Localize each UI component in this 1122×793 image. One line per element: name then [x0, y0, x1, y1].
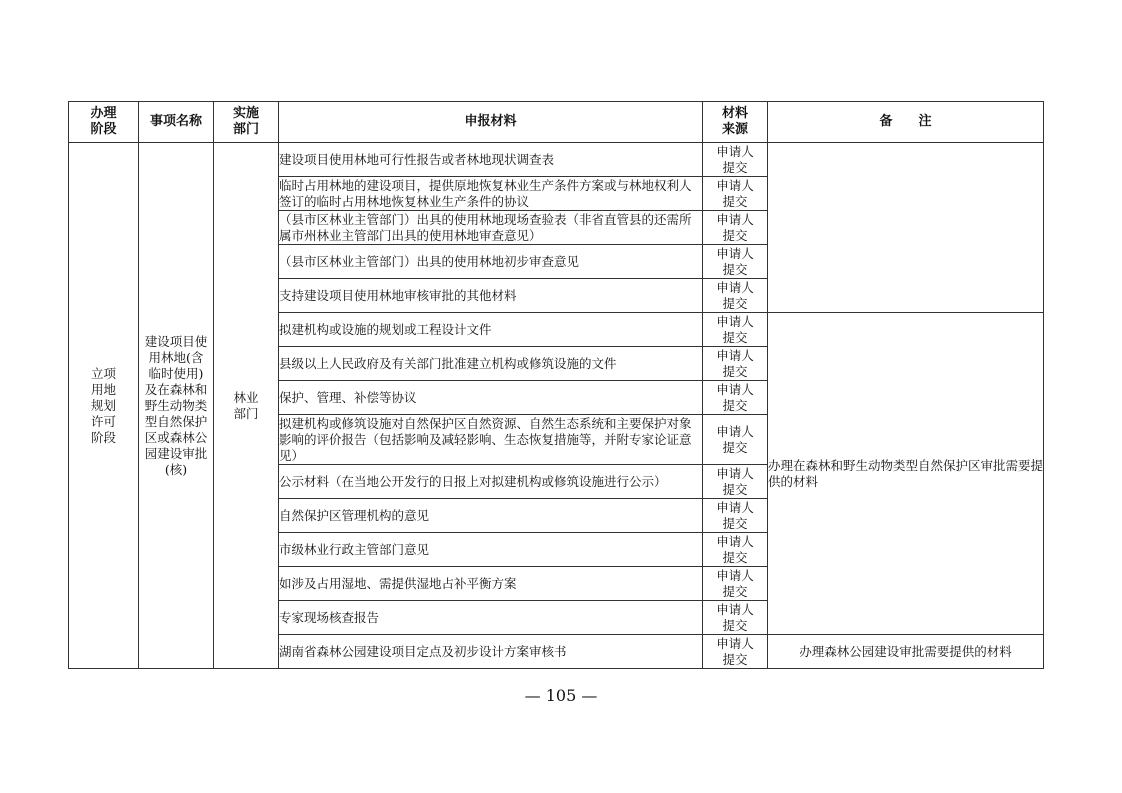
material-cell: 专家现场核查报告 [279, 601, 703, 635]
material-cell: 市级林业行政主管部门意见 [279, 533, 703, 567]
header-remarks: 备 注 [768, 102, 1044, 143]
source-cell: 申请人提交 [703, 143, 768, 177]
source-cell: 申请人提交 [703, 313, 768, 347]
stage-cell: 立项用地规划许可阶段 [69, 143, 139, 669]
remarks-nature-reserve: 办理在森林和野生动物类型自然保护区审批需要提供的材料 [768, 313, 1044, 635]
materials-table [68, 101, 1044, 669]
source-cell: 申请人提交 [703, 601, 768, 635]
item-name-cell: 建设项目使用林地(含临时使用)及在森林和野生动物类型自然保护区或森林公园建设审批(核) [139, 143, 214, 669]
source-cell: 申请人提交 [703, 635, 768, 669]
material-cell: 拟建机构或修筑设施对自然保护区自然资源、自然生态系统和主要保护对象影响的评价报告（包括影响及减轻影响、生态恢复措施等，并附专家论证意见） [279, 415, 703, 465]
material-cell: （县市区林业主管部门）出具的使用林地初步审查意见 [279, 245, 703, 279]
header-row [69, 102, 1044, 143]
header-stage: 办理阶段 [69, 102, 139, 143]
source-cell: 申请人提交 [703, 279, 768, 313]
header-dept: 实施部门 [214, 102, 279, 143]
material-cell: 公示材料（在当地公开发行的日报上对拟建机构或修筑设施进行公示） [279, 465, 703, 499]
source-cell: 申请人提交 [703, 211, 768, 245]
material-cell: 自然保护区管理机构的意见 [279, 499, 703, 533]
department-cell: 林业部门 [214, 143, 279, 669]
source-cell: 申请人提交 [703, 499, 768, 533]
material-cell: 建设项目使用林地可行性报告或者林地现状调查表 [279, 143, 703, 177]
page-number: — 105 — [524, 686, 598, 705]
source-cell: 申请人提交 [703, 533, 768, 567]
source-cell: 申请人提交 [703, 381, 768, 415]
material-cell: （县市区林业主管部门）出具的使用林地现场查验表（非省直管县的还需所属市州林业主管部门出具的使用林地审查意见） [279, 211, 703, 245]
source-cell: 申请人提交 [703, 415, 768, 465]
material-cell: 拟建机构或设施的规划或工程设计文件 [279, 313, 703, 347]
material-cell: 支持建设项目使用林地审核审批的其他材料 [279, 279, 703, 313]
material-cell: 如涉及占用湿地、需提供湿地占补平衡方案 [279, 567, 703, 601]
source-cell: 申请人提交 [703, 347, 768, 381]
source-cell: 申请人提交 [703, 567, 768, 601]
source-cell: 申请人提交 [703, 245, 768, 279]
material-cell: 临时占用林地的建设项目，提供原地恢复林业生产条件方案或与林地权利人签订的临时占用林地恢复林业生产条件的协议 [279, 177, 703, 211]
source-cell: 申请人提交 [703, 177, 768, 211]
header-materials: 申报材料 [279, 102, 703, 143]
header-item: 事项名称 [139, 102, 214, 143]
remarks-forest-park: 办理森林公园建设审批需要提供的材料 [768, 635, 1044, 669]
source-cell: 申请人提交 [703, 465, 768, 499]
remarks-cell-empty [768, 143, 1044, 313]
header-source: 材料来源 [703, 102, 768, 143]
table-row [69, 143, 1044, 177]
material-cell: 县级以上人民政府及有关部门批准建立机构或修筑设施的文件 [279, 347, 703, 381]
material-cell: 保护、管理、补偿等协议 [279, 381, 703, 415]
material-cell: 湖南省森林公园建设项目定点及初步设计方案审核书 [279, 635, 703, 669]
